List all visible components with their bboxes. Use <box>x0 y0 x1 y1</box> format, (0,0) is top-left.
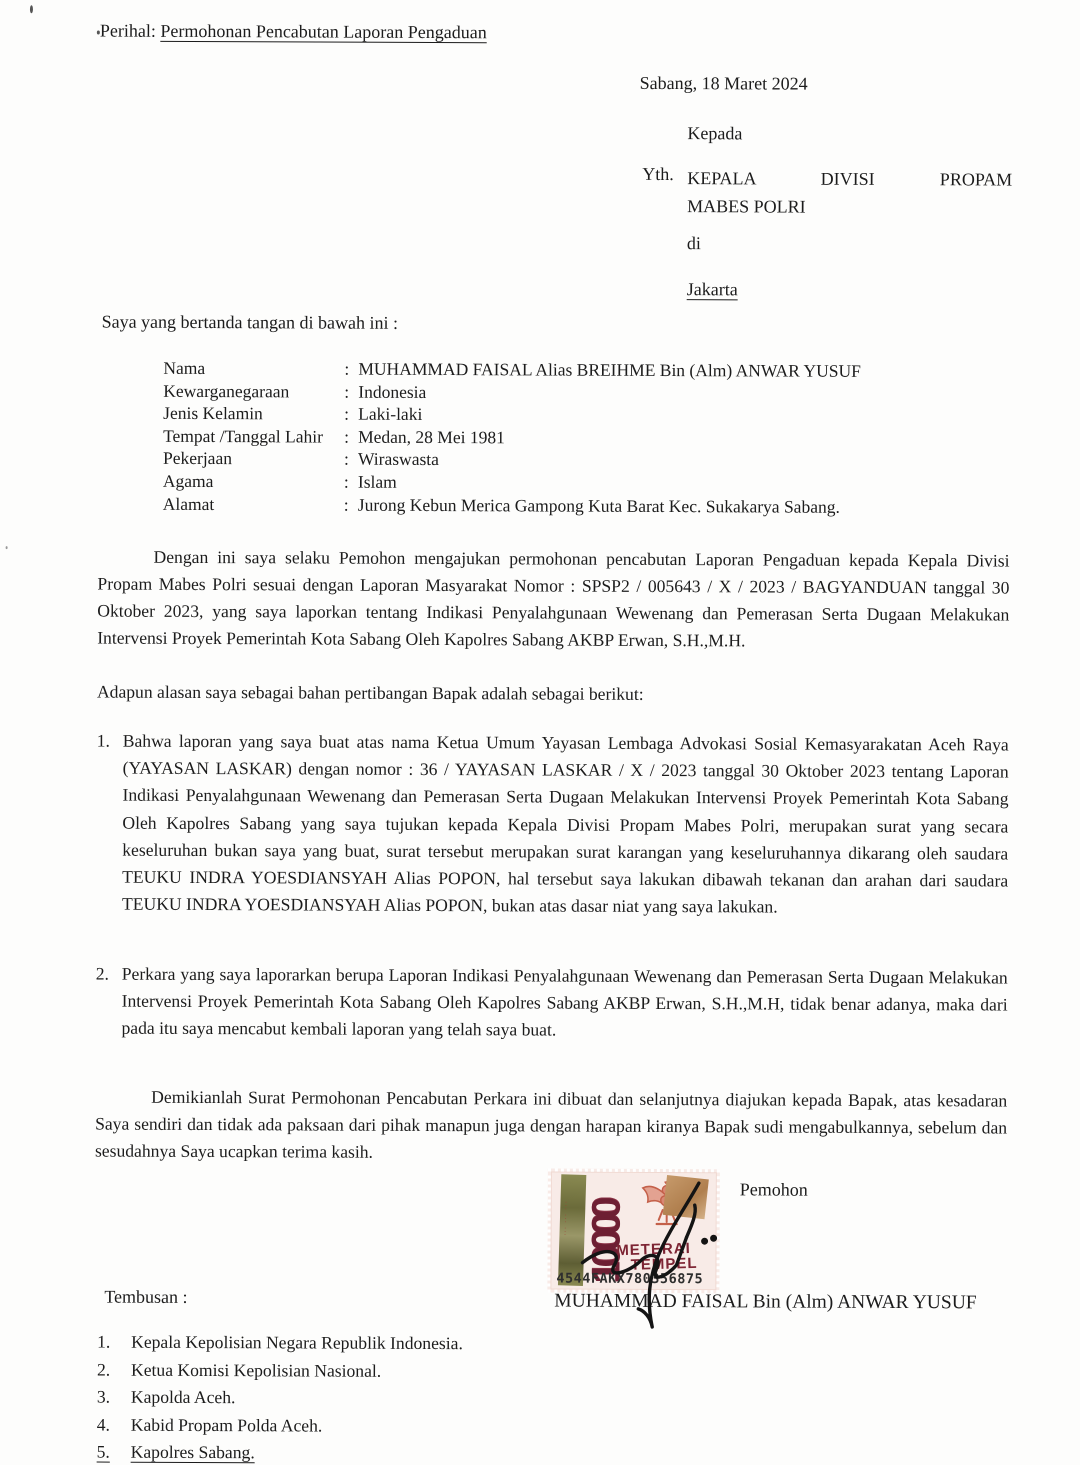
identity-colon: : <box>343 471 349 492</box>
reason-text: Bahwa laporan yang saya buat atas nama Ketua Umum Yayasan Lembaga Advokasi Sosial Kemasyarakatan Aceh Raya (YAYASAN LASKAR) dengan nomor : 36 / YAYASAN LASKAR / X / 2023 tanggal 30 Oktober 2023 tentang Laporan Indikasi Penyalahgunaan Wewenang dan Pemerasan Serta Dugaan Melakukan Intervensi Proyek Pemerintah Kota Sabang Oleh Kapolres Sabang yang saya tujukan kepada Kepala Divisi Propam Mabes Polri, merupakan surat yang secara keseluruhan bukan saya yang buat, surat tersebut merupakan surat karangan yang keseluruhannya dikarang oleh saudara TEUKU INDRA YOESDIANSYAH Alias POPON, hal tersebut saya lakukan dibawah tekanan dan arahan dari saudara TEUKU INDRA YOESDIANSYAH Alias POPON, bukan atas dasar niat yang saya lakukan. <box>122 730 1009 917</box>
identity-colon: : <box>343 494 349 515</box>
subject-line <box>100 21 487 44</box>
stamp-serial-number: 4544FAKX780356875 <box>556 1270 704 1288</box>
yth-label: Yth. <box>642 163 674 185</box>
signatory-role: Pemohon <box>739 1179 808 1200</box>
reason-number: 2. <box>95 963 109 984</box>
stamp-strip-microtext: ··· ··· ··· <box>561 1199 570 1236</box>
reason-text: Perkara yang saya laporarkan berupa Laporan Indikasi Penyalahgunaan Wewenang dan Pemerasan Serta Dugaan Melakukan Intervensi Proyek Pemerintah Kota Sabang Oleh Kapolres Sabang AKBP Erwan, S.H.,M.H, tidak benar adanya, maka dari pada itu saya mencabut kembali laporan yang telah saya buat. <box>121 963 1008 1040</box>
cc-list <box>97 1329 463 1465</box>
reason-item-1 <box>96 728 1009 922</box>
identity-value: Medan, 28 Mei 1981 <box>358 426 505 448</box>
signatory-name: MUHAMMAD FAISAL Bin (Alm) ANWAR YUSUF <box>554 1290 977 1314</box>
identity-value: Jurong Kebun Merica Gampong Kuta Barat Kec. Sukakarya Sabang. <box>357 494 840 517</box>
recipient-line2: MABES POLRI <box>687 196 806 217</box>
stamp-value: 10000 <box>584 1202 629 1284</box>
cc-number: 4. <box>96 1414 111 1435</box>
identity-colon: : <box>344 426 350 447</box>
identity-label: Nama <box>163 357 206 379</box>
scan-speck <box>6 546 8 549</box>
cc-item <box>97 1439 463 1465</box>
cc-number: 3. <box>96 1386 111 1407</box>
identity-colon: : <box>344 381 350 402</box>
cc-item <box>97 1411 463 1440</box>
identity-value: MUHAMMAD FAISAL Alias BREIHME Bin (Alm) ANWAR YUSUF <box>358 358 861 381</box>
meterai-stamp <box>547 1169 720 1294</box>
cc-text: Kepala Kepolisian Negara Republik Indonesia. <box>131 1331 463 1354</box>
identity-value: Laki-laki <box>358 403 423 425</box>
identity-label: Jenis Kelamin <box>163 403 263 424</box>
stamp-hologram-strip <box>558 1174 586 1286</box>
identity-row <box>163 492 1023 518</box>
recipient-line1: KEPALA DIVISI PROPAM <box>687 168 1013 190</box>
identity-label: Tempat /Tanggal Lahir <box>163 425 323 447</box>
to-label: Kepada <box>687 123 743 144</box>
identity-label: Alamat <box>162 493 215 514</box>
cc-number: 2. <box>96 1359 111 1380</box>
identity-value: Wiraswasta <box>357 449 439 470</box>
stamp-label-line2: TEMPEL <box>630 1254 698 1274</box>
closing-paragraph: Demikianlah Surat Permohonan Pencabutan Perkara ini dibuat dan selanjutnya diajukan kepada Bapak, atas kesadaran Saya sendiri dan tidak ada paksaan dari pihak manapun juga dengan harapan kiranya Bapak sudi mengabulkannya, sebelum dan sesudahnya Saya ucapkan terima kasih. <box>94 1086 1008 1162</box>
stamp-label-line1: METERAI <box>616 1239 692 1260</box>
identity-table <box>163 357 1024 519</box>
cc-text: Ketua Komisi Kepolisian Nasional. <box>130 1359 382 1381</box>
place-date: Sabang, 18 Maret 2024 <box>639 72 808 94</box>
reason-item-2 <box>95 961 1007 1047</box>
identity-colon: : <box>344 403 350 424</box>
identity-value: Indonesia <box>358 381 427 402</box>
cc-item <box>97 1356 463 1385</box>
stamp-meterai-label <box>616 1241 698 1273</box>
di-label: di <box>686 233 702 254</box>
cc-label: Tembusan : <box>104 1286 188 1307</box>
reasons-intro: Adapun alasan saya sebagai bahan pertibangan Bapak adalah sebagai berikut: <box>96 681 644 704</box>
identity-colon: : <box>343 448 349 470</box>
identity-label: Pekerjaan <box>162 448 233 469</box>
identity-value: Islam <box>357 471 397 492</box>
stamp-security-patch <box>663 1175 709 1219</box>
cc-number: 1. <box>97 1331 111 1352</box>
recipient-name <box>687 164 1012 221</box>
subject-label: Perihal: <box>99 20 156 41</box>
identity-label: Kewarganegaraan <box>163 380 290 401</box>
cc-text: Kabid Propam Polda Aceh. <box>130 1414 323 1436</box>
opening-line: Saya yang bertanda tangan di bawah ini : <box>101 311 399 333</box>
cc-text: Kapolda Aceh. <box>130 1386 236 1408</box>
reason-number: 1. <box>96 730 111 751</box>
cc-text: Kapolres Sabang. <box>130 1442 255 1463</box>
cc-number: 5. <box>96 1441 110 1462</box>
cc-item <box>97 1329 463 1358</box>
identity-colon: : <box>344 358 350 379</box>
recipient-block <box>642 164 1012 222</box>
recipient-city: Jakarta <box>686 279 738 300</box>
cc-item <box>97 1384 463 1413</box>
scan-speck <box>30 5 33 13</box>
subject-text: Permohonan Pencabutan Laporan Pengaduan <box>160 20 487 43</box>
identity-label: Agama <box>162 470 214 492</box>
paragraph-request: Dengan ini saya selaku Pemohon mengajukan permohonan pencabutan Laporan Pengaduan kepada Kepala Divisi Propam Mabes Polri sesuai dengan Laporan Masyarakat Nomor : SPSP2 / 005643 / X / 2023 / BAGYANDUAN tanggal 30 Oktober 2023, yang saya laporkan tentang Indikasi Penyalahgunaan Wewenang dan Pemerasan Serta Dugaan Melakukan Intervensi Proyek Pemerintah Kota Sabang Oleh Kapolres Sabang AKBP Erwan, S.H.,M.H. <box>97 546 1010 651</box>
